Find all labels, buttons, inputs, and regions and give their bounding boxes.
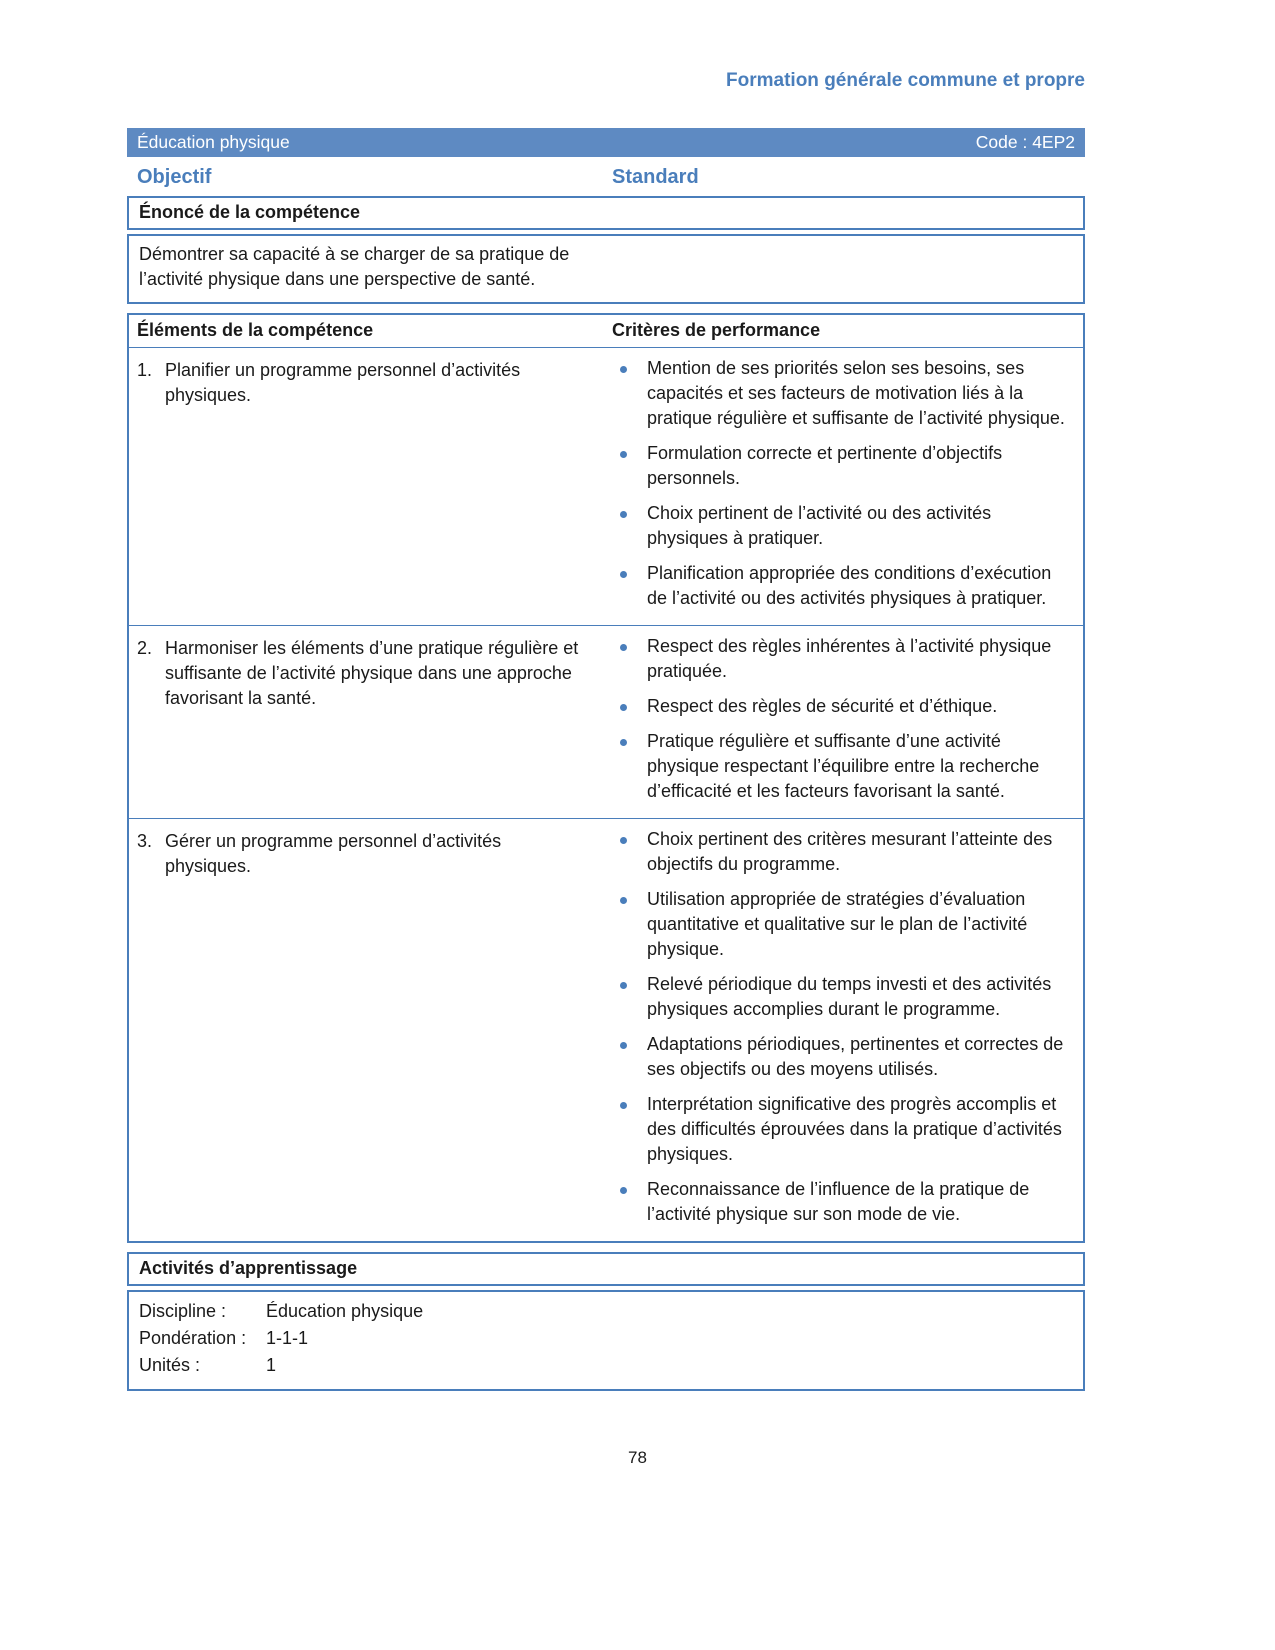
table-row bbox=[129, 819, 1083, 1241]
bullet-icon bbox=[620, 644, 627, 651]
bullet-icon bbox=[620, 982, 627, 989]
element-number: 3. bbox=[137, 831, 153, 851]
field-label: Pondération : bbox=[139, 1328, 247, 1348]
criterion-text: Respect des règles de sécurité et d’éthique. bbox=[647, 696, 998, 716]
element-number: 2. bbox=[137, 638, 153, 658]
criterion-text: Pratique régulière et suffisante d’une activité physique respectant l’équilibre entre la recherche d’efficacité et les facteurs favorisant la santé. bbox=[647, 731, 1040, 801]
criteria-list bbox=[612, 634, 1083, 804]
elements-column-header: Éléments de la compétence bbox=[137, 320, 374, 340]
field-value: Éducation physique bbox=[266, 1301, 424, 1321]
criterion-text: Mention de ses priorités selon ses besoins, ses capacités et ses facteurs de motivation liés à la pratique régulière et suffisante de l’activité physique. bbox=[647, 358, 1065, 428]
bullet-icon bbox=[620, 1102, 627, 1109]
title-bar-code: Code : 4EP2 bbox=[975, 132, 1075, 152]
table-row bbox=[129, 626, 1083, 819]
page-number: 78 bbox=[628, 1448, 647, 1467]
column-titles bbox=[127, 166, 1085, 189]
title-bar-subject: Éducation physique bbox=[137, 132, 290, 152]
standard-heading: Standard bbox=[612, 166, 699, 188]
table-header-row bbox=[129, 315, 1083, 348]
bullet-icon bbox=[620, 571, 627, 578]
enonce-title: Énoncé de la compétence bbox=[139, 202, 361, 222]
bullet-icon bbox=[620, 366, 627, 373]
table-row bbox=[129, 348, 1083, 626]
bullet-icon bbox=[620, 837, 627, 844]
criterion-text: Interprétation significative des progrès accomplis et des difficultés éprouvées dans la pratique d’activités physiques. bbox=[647, 1094, 1062, 1164]
title-bar bbox=[127, 128, 1085, 157]
criterion-text: Choix pertinent des critères mesurant l’atteinte des objectifs du programme. bbox=[647, 829, 1053, 874]
criterion-item bbox=[612, 441, 1075, 491]
criterion-text: Planification appropriée des conditions d’exécution de l’activité ou des activités physiques à pratiquer. bbox=[647, 563, 1052, 608]
activites-field bbox=[139, 1352, 1073, 1379]
competence-table bbox=[127, 313, 1085, 1243]
criterion-item bbox=[612, 356, 1075, 431]
field-value: 1-1-1 bbox=[266, 1328, 309, 1348]
criterion-item bbox=[612, 634, 1075, 684]
bullet-icon bbox=[620, 739, 627, 746]
enonce-text: Démontrer sa capacité à se charger de sa pratique de l’activité physique dans une perspective de santé. bbox=[139, 244, 570, 289]
criterion-item bbox=[612, 694, 1075, 719]
objectif-heading: Objectif bbox=[137, 166, 212, 188]
criterion-text: Choix pertinent de l’activité ou des activités physiques à pratiquer. bbox=[647, 503, 992, 548]
criterion-text: Respect des règles inhérentes à l’activité physique pratiquée. bbox=[647, 636, 1052, 681]
criterion-item bbox=[612, 1092, 1075, 1167]
element-cell bbox=[129, 827, 612, 1227]
bullet-icon bbox=[620, 451, 627, 458]
element-text: Planifier un programme personnel d’activités physiques. bbox=[165, 360, 521, 405]
criteres-column-header: Critères de performance bbox=[612, 320, 821, 340]
criteria-list bbox=[612, 827, 1083, 1227]
criterion-text: Relevé périodique du temps investi et des activités physiques accomplies durant le programme. bbox=[647, 974, 1052, 1019]
bullet-icon bbox=[620, 704, 627, 711]
criterion-item bbox=[612, 729, 1075, 804]
activites-field bbox=[139, 1298, 1073, 1325]
criterion-item bbox=[612, 1177, 1075, 1227]
criterion-item bbox=[612, 561, 1075, 611]
criterion-text: Utilisation appropriée de stratégies d’évaluation quantitative et qualitative sur le plan de l’activité physique. bbox=[647, 889, 1028, 959]
enonce-body-box bbox=[127, 234, 1085, 304]
element-cell bbox=[129, 634, 612, 804]
activites-title: Activités d’apprentissage bbox=[139, 1258, 358, 1278]
enonce-header-box bbox=[127, 196, 1085, 230]
criterion-item bbox=[612, 501, 1075, 551]
bullet-icon bbox=[620, 511, 627, 518]
criterion-item bbox=[612, 887, 1075, 962]
activites-field bbox=[139, 1325, 1073, 1352]
field-value: 1 bbox=[266, 1355, 277, 1375]
bullet-icon bbox=[620, 1042, 627, 1049]
element-cell bbox=[129, 356, 612, 611]
field-label: Unités : bbox=[139, 1355, 201, 1375]
activites-body-box bbox=[127, 1290, 1085, 1391]
element-text: Gérer un programme personnel d’activités physiques. bbox=[165, 831, 502, 876]
element-text: Harmoniser les éléments d’une pratique régulière et suffisante de l’activité physique dans une approche favorisant la santé. bbox=[165, 638, 579, 708]
document-header: Formation générale commune et propre bbox=[726, 70, 1085, 91]
criterion-text: Adaptations périodiques, pertinentes et correctes de ses objectifs ou des moyens utilisés. bbox=[647, 1034, 1064, 1079]
criterion-item bbox=[612, 1032, 1075, 1082]
field-label: Discipline : bbox=[139, 1301, 227, 1321]
criteria-list bbox=[612, 356, 1083, 611]
activites-header-box bbox=[127, 1252, 1085, 1286]
criterion-text: Reconnaissance de l’influence de la pratique de l’activité physique sur son mode de vie. bbox=[647, 1179, 1030, 1224]
bullet-icon bbox=[620, 897, 627, 904]
criterion-item bbox=[612, 827, 1075, 877]
criterion-text: Formulation correcte et pertinente d’objectifs personnels. bbox=[647, 443, 1003, 488]
criterion-item bbox=[612, 972, 1075, 1022]
bullet-icon bbox=[620, 1187, 627, 1194]
element-number: 1. bbox=[137, 360, 153, 380]
